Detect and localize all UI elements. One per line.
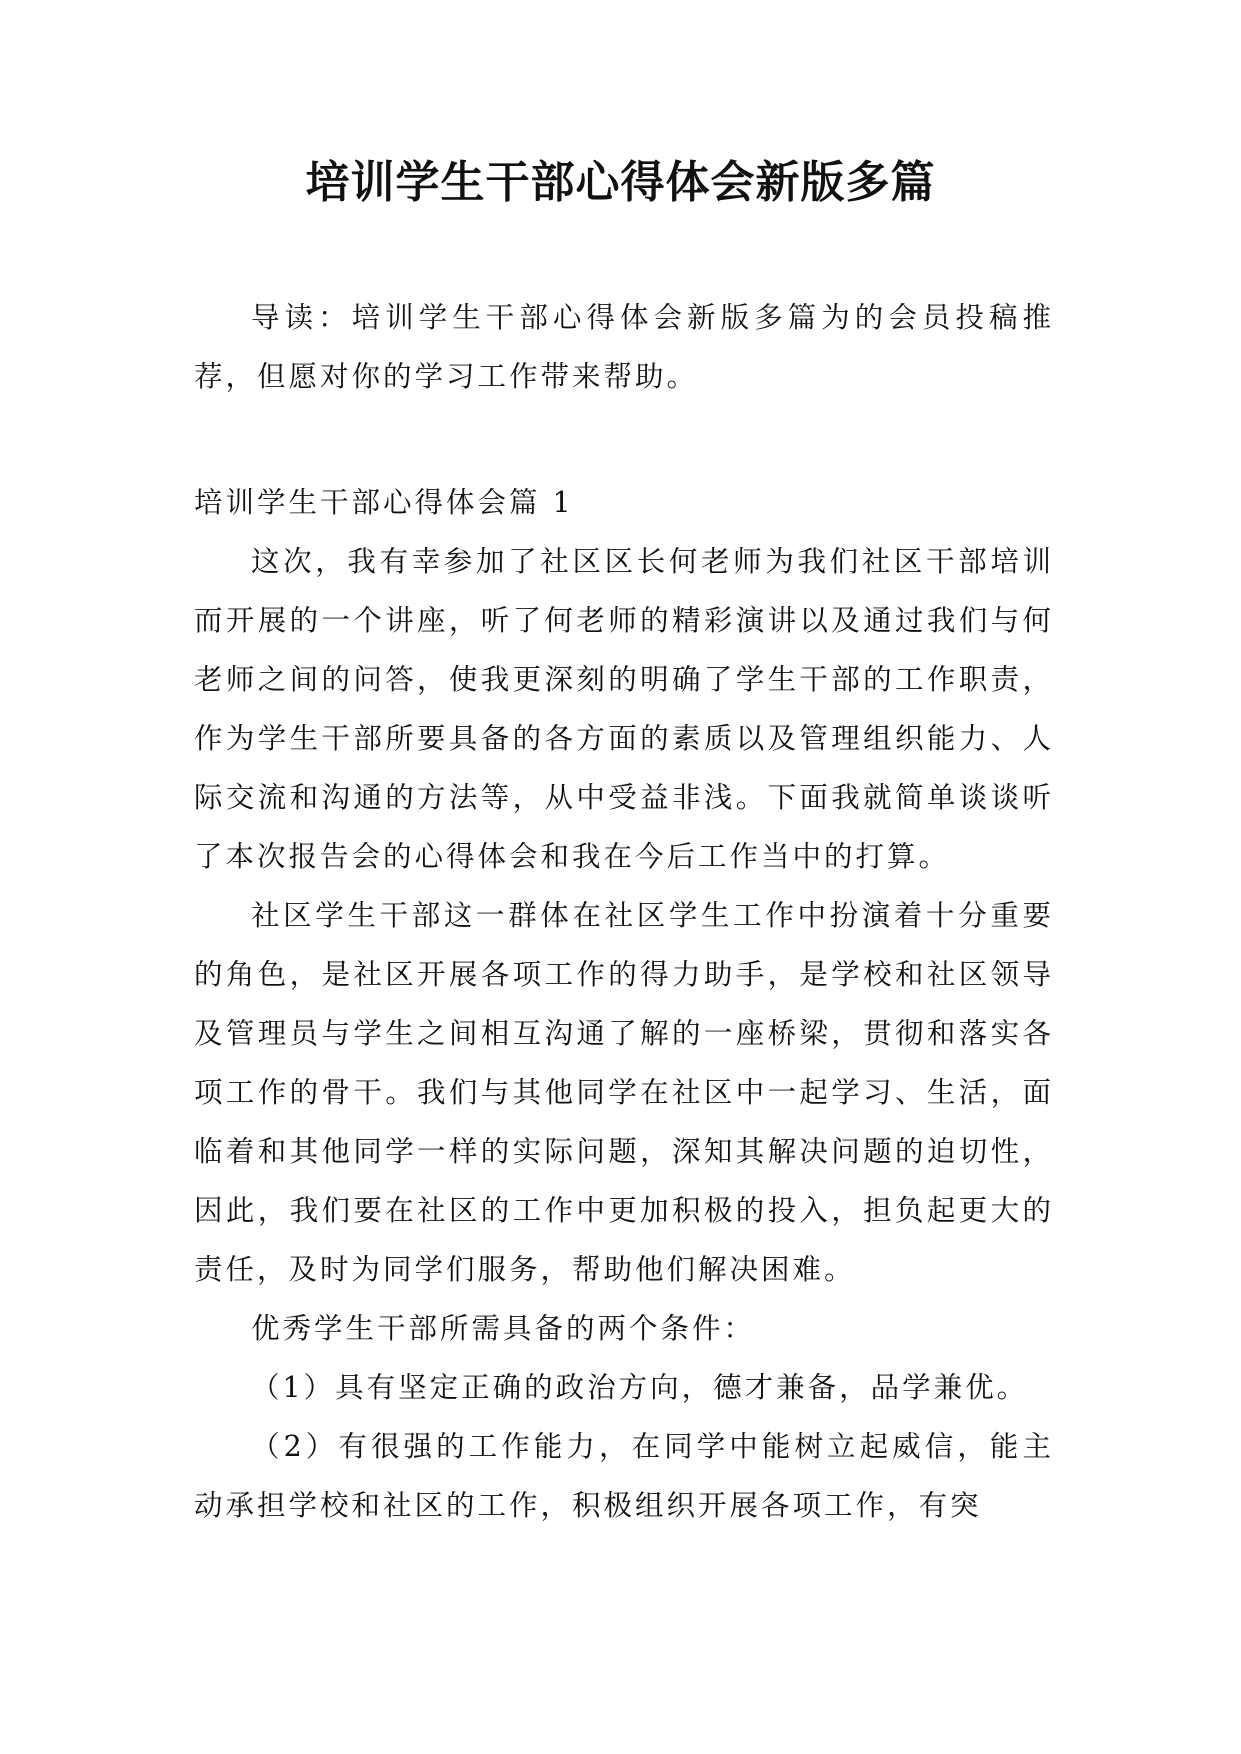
condition-item: （1）具有坚定正确的政治方向，德才兼备，品学兼优。 bbox=[251, 1371, 1029, 1404]
intro-paragraph: 导读：培训学生干部心得体会新版多篇为的会员投稿推荐，但愿对你的学习工作带来帮助。 bbox=[194, 301, 1054, 393]
section-heading: 培训学生干部心得体会篇 1 bbox=[194, 486, 574, 519]
document-title: 培训学生干部心得体会新版多篇 bbox=[305, 157, 936, 208]
document-body bbox=[194, 288, 1054, 1535]
condition-item: （2）有很强的工作能力，在同学中能树立起威信，能主动承担学校和社区的工作，积极组织开展各项工作，有突 bbox=[194, 1430, 1054, 1522]
body-paragraph: 社区学生干部这一群体在社区学生工作中扮演着十分重要的角色，是社区开展各项工作的得力助手，是学校和社区领导及管理员与学生之间相互沟通了解的一座桥梁，贯彻和落实各项工作的骨干。我们与其他同学在社区中一起学习、生活，面临着和其他同学一样的实际问题，深知其解决问题的迫切性，因此，我们要在社区的工作中更加积极的投入，担负起更大的责任，及时为同学们服务，帮助他们解决困难。 bbox=[194, 899, 1054, 1286]
spacer bbox=[194, 406, 1054, 473]
body-paragraph: 这次，我有幸参加了社区区长何老师为我们社区干部培训而开展的一个讲座，听了何老师的精彩演讲以及通过我们与何老师之间的问答，使我更深刻的明确了学生干部的工作职责，作为学生干部所要具备的各方面的素质以及管理组织能力、人际交流和沟通的方法等，从中受益非浅。下面我就简单谈谈听了本次报告会的心得体会和我在今后工作当中的打算。 bbox=[194, 545, 1054, 873]
body-paragraph: 优秀学生干部所需具备的两个条件： bbox=[251, 1312, 756, 1345]
